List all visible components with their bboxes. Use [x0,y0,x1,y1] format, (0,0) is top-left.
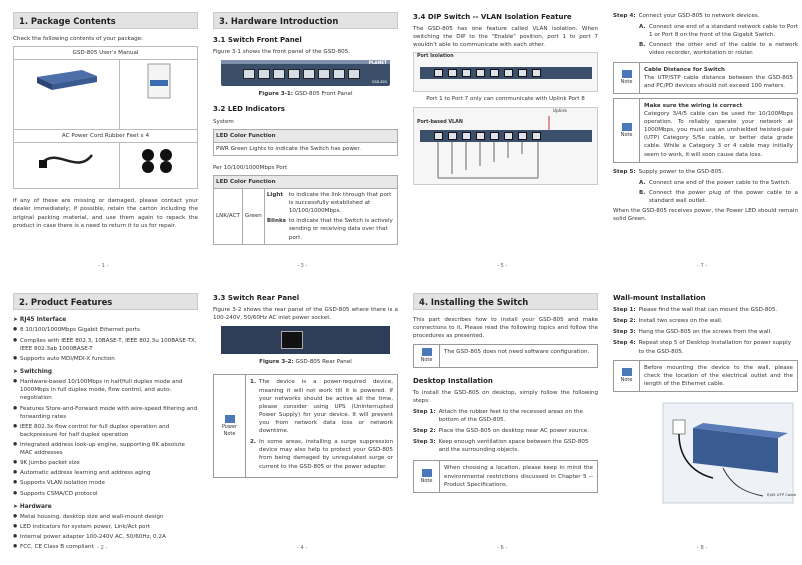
feature-item: ● Supports auto MDI/MDI-X function [13,355,198,363]
page-number-5: - 5 - [497,263,508,269]
wall-note-icon [621,367,633,377]
desk-step-1 [413,408,598,424]
product-features-header: 2. Product Features [13,293,198,310]
wiring-title: Make sure the wiring is correct [644,102,743,109]
rj45-heading: ➤ RJ45 Interface [13,317,67,323]
wall-step-1 [613,306,798,314]
feature-item: ● Features Store-and-Forward mode with wire-speed filtering and forwarding rates [13,405,198,421]
step-4-b-label: B. [639,42,646,49]
location-note [413,460,598,492]
feature-item: ● Supports CSMA/CD protocol [13,490,198,498]
power-led-text: When the GSD-805 receives power, the Power LED should remain solid Green. [613,208,798,223]
step-4-b-text: Connect the other end of the cable to a network video recorder, workstation or router. [649,42,798,57]
switching-heading-text: Switching [19,368,53,375]
front-port-7 [333,69,345,79]
step-4-text: Connect your GSD-805 to network devices. [638,13,760,19]
cable-distance-note [613,62,798,94]
feature-item: ● IEEE 802.3x flow control for full duplex operation and backpressure for half duplex operation [13,423,198,439]
package-contents-header: 1. Package Contents [13,12,198,29]
step-5-b-text: Connect the power plug of the power cable to a standard wall outlet. [649,189,798,204]
step-5-a-label: A. [639,179,646,186]
wall-mount-title: Wall-mount Installation [613,294,706,302]
light-row [267,191,395,215]
package-table [13,46,198,189]
power-note-icon-box [214,375,246,476]
front-panel-text: Figure 3-1 shows the front panel of the GSD-805. [213,49,351,56]
hardware-intro-header: 3. Hardware Introduction [213,12,398,29]
feature-item: ● Automatic address learning and address aging [13,469,198,477]
isolation-switch-image [420,67,592,79]
page-5 [413,12,598,188]
desk-step-2-label: Step 2: [413,428,436,435]
note-label: Note [620,79,633,86]
software-note-icon-box [414,345,440,366]
rubber-feet-image-cell [120,143,198,189]
item-power-cord-label: AC Power Cord Rubber Feet x 4 [14,130,198,143]
step-5-text: Supply power to the GSD-805. [638,168,724,175]
system-led-pwr-row: PWR Green Lights to indicate the Switch has power. [214,142,398,155]
rj45-heading-text: RJ45 Interface [19,317,67,323]
location-note-icon [421,468,433,478]
front-port-1 [243,69,255,79]
power-note-item-1-num: 1. [250,379,257,386]
wall-step-3 [613,328,798,336]
blink-row [267,217,395,241]
figure-3-2-caption [213,358,398,366]
wall-mount-note [613,360,798,392]
wall-step-2-label: Step 2: [613,318,636,325]
feature-item: ● 8 10/100/1000Mbps Gigabit Ethernet ports [13,326,198,334]
page-4 [213,293,398,482]
wall-note-label: Note [620,377,633,384]
desk-step-3-label: Step 3: [413,439,436,446]
dip-switch-text: The GSD-805 has one feature called VLAN isolation. When switching the DIP to the "Enable" position, port 1 to port 7 wouldn't able to communicate with each other. [413,26,598,49]
installing-intro: This part describes how to install your GSD-805 and make connections to it. Please read the following topics and follow the procedures as presented. [413,317,598,340]
page-number-1: - 1 - [98,263,109,269]
note-icon-box-2 [614,99,640,162]
port-led-table [213,175,398,245]
switch-illustration-icon [32,62,102,92]
page-8 [613,293,798,508]
brand-logo: PLANET [368,60,387,66]
wall-step-2-text: Install two screws on the wall. [638,318,723,325]
figure-3-2-text: GSD-805 Rear Panel [295,359,352,366]
switch-image-cell [14,60,120,130]
power-cord-image-cell [14,143,120,189]
iso-port-3 [462,69,471,77]
wall-step-3-label: Step 3: [613,329,636,336]
figure-3-1-label: Figure 3-1: [258,91,294,98]
wall-step-2 [613,317,798,325]
figure-3-1-text: GSD-805 Front Panel [294,91,353,98]
vlan-links-icon [414,108,594,186]
wall-step-4-text: Repeat step 5 of Desktop Installation for power supply to the GSD-805. [638,340,791,355]
desktop-install-title: Desktop Installation [413,376,493,385]
location-note-text: When choosing a location, please keep in mind the environmental restrictions discussed in Chapter 5 -- Product Specifications. [444,465,593,488]
page-1 [13,12,198,233]
feature-item: ● Complies with IEEE 802.3, 10BASE-T, IEEE 802.3u 100BASE-TX, IEEE 802.3ab 1000BASE-T [13,337,198,353]
page-6 [413,293,598,497]
installing-header: 4. Installing the Switch [413,293,598,310]
uplink-label: Uplink [552,108,567,114]
step-5-label: Step 5: [613,168,636,175]
power-note-item-2-num: 2. [250,439,257,446]
item-manual-label: GSD-805 User's Manual [14,47,198,60]
port-vlan-diagram [413,107,598,185]
power-note-body [246,375,397,476]
system-label: System [213,118,234,125]
step-5-b-label: B. [639,189,646,196]
power-note-label: Power Note [221,423,238,438]
iso-port-7 [518,69,527,77]
port-isolation-diagram [413,52,598,92]
rubber-feet-icon [134,145,184,175]
lnk-act-cell: LNK/ACT [214,189,243,245]
desk-step-2-text: Place the GSD-805 on desktop near AC power source. [438,428,590,435]
step-4-b [613,41,798,57]
feature-item: ● Hardware-based 10/100Mbps in half/full duplex mode and 1000Mbps in full duplex mode, flow control, and auto-negotiation [13,378,198,402]
desk-step-3 [413,438,598,454]
hardware-heading: ➤ Hardware [13,503,52,510]
feature-item: ● Metal housing, desktop size and wall-mount design [13,513,198,521]
wall-note-icon-box [614,361,640,391]
dip-switch-title: 3.4 DIP Switch -- VLAN Isolation Feature [413,13,572,21]
feature-item: ● 9K jumbo packet size [13,459,198,467]
iso-port-4 [476,69,485,77]
desk-step-1-label: Step 1: [413,408,436,415]
front-port-8 [348,69,360,79]
software-note-icon [421,347,433,357]
feature-item: ● LED indicators for system power, Link/Act port [13,523,198,531]
front-panel-title: 3.1 Switch Front Panel [213,36,302,44]
rear-panel-title: 3.3 Switch Rear Panel [213,294,300,302]
location-note-label: Note [420,478,433,485]
note-icon-box [614,63,640,93]
cable-distance-body [640,63,797,93]
wall-step-1-text: Please find the wall that can mount the GSD-805. [638,307,778,314]
port-based-vlan-label: Port-based VLAN [417,119,463,125]
wall-mount-illustration [613,398,798,508]
wall-note-text: Before mounting the device to the wall, please check the location of the electrical outlet and the length of the Ethernet cable. [644,364,793,387]
step-5-a [613,179,798,187]
package-missing-text: If any of these are missing or damaged, please contact your dealer immediately; if possible, retain the carton including the original packing material, and use them again to repack the product in case there is a need to return it to us for repair. [13,198,198,229]
wiring-text: Category 3/4/5 cable can be used for 10/100Mbps operation. To reliably operate your network at 1000Mbps, you must use an unshielded twisted-pair (UTP) Category 5/5e cable, or better data grade cable. While a Category 3 or 4 cable may initially seem to work, it will soon cause data loss. [644,110,793,158]
light-label: Light [266,192,284,199]
page-number-6: - 6 - [497,545,508,551]
wiring-note [613,98,798,163]
step-5-b [613,189,798,205]
green-cell: Green [242,189,264,245]
page-2 [13,293,198,553]
rear-panel-figure [221,326,390,354]
system-led-table [213,129,398,156]
manual-image-cell [120,60,198,130]
software-note [413,344,598,367]
step-4-row [613,12,798,20]
figure-3-1-caption [213,90,398,98]
front-panel-figure [221,60,390,86]
cable-distance-text: The UTP/STP cable distance between the GSD-805 and PC/PD devices should not exceed 100 meters. [644,74,793,89]
page-3 [213,12,398,245]
rj45-cable-label: RJ45 UTP Cable [767,492,797,498]
rear-panel-text: Figure 3-2 shows the rear panel of the GSD-805 where there is a 100-240V, 50/60Hz AC inlet power socket. [213,307,398,322]
wall-step-4-label: Step 4: [613,340,636,347]
feature-item: ● FCC, CE Class B compliant [13,543,198,551]
hardware-heading-text: Hardware [19,503,52,510]
manual-book-icon [144,62,174,102]
iso-port-6 [504,69,513,77]
feature-item: ● Integrated address look-up engine, supporting 8K absolute MAC addresses [13,441,198,457]
wall-step-3-text: Hang the GSD-805 on the screws from the wall. [638,329,772,336]
wall-step-4 [613,339,798,355]
step-4-label: Step 4: [613,13,636,19]
wall-step-1-label: Step 1: [613,307,636,314]
page-number-3: - 3 - [297,263,308,269]
power-note-icon [224,414,236,424]
step-4-a-text: Connect one end of a standard network cable to Port 1 or Port 8 on the front of the Gigabit Switch. [649,24,798,39]
iso-port-8 [532,69,541,77]
page-number-2: - 2 - [97,545,108,551]
front-panel-label-bar [221,60,390,64]
blink-label: Blinks [266,218,286,225]
package-intro: Check the following contents of your package: [13,36,144,42]
port-led-header: LED Color Function [214,175,398,188]
iso-port-1 [434,69,443,77]
power-note-item-2-text: In some areas, installing a surge suppression device may also help to protect your GSD-805 from being damaged by unregulated surge or current to the GSD-805 or the power adapter. [259,439,393,470]
page-7 [613,12,798,226]
per-port-label: Per 10/100/1000Mbps Port [213,164,288,171]
page-number-7: - 7 - [697,263,708,269]
model-label: GSD-805 [371,80,387,85]
blink-text: to indicate that the Switch is actively sending or receiving data over that port. [288,218,393,241]
desk-step-3-text: Keep enough ventilation space between the GSD-805 and the surrounding objects. [438,439,589,454]
lnk-description-cell [264,189,397,245]
step-4-a [613,23,798,39]
step-5-a-text: Connect one end of the power cable to the Switch. [649,179,792,186]
note-pencil-icon [621,69,633,79]
port-isolation-label: Port Isolation [417,54,454,60]
page-number-4: - 4 - [297,545,308,551]
software-note-text: The GSD-805 does not need software configuration. [444,349,590,356]
power-note-item-2 [250,438,393,470]
desk-step-2 [413,427,598,435]
power-note-item-1 [250,378,393,435]
front-port-4 [288,69,300,79]
front-port-5 [303,69,315,79]
light-text: to indicate the link through that port is successfully established at 10/100/1000Mbps. [288,192,392,215]
software-note-label: Note [420,357,433,364]
ac-inlet [281,331,303,349]
location-note-icon-box [414,461,440,491]
system-led-header: LED Color Function [214,129,398,142]
note-label-2: Note [620,131,633,138]
switching-heading: ➤ Switching [13,368,53,375]
desktop-install-text: To install the GSD-805 on desktop, simply follow the following steps: [413,389,598,404]
iso-port-5 [490,69,499,77]
power-note [213,374,398,477]
power-note-item-1-text: The device is a power-required device, meaning it will not work till it is powered. If your networks should be active all the time, please consider using UPS (Uninterrupted Power Supply) for your device. It will prevent you from network data loss or network downtime. [259,379,393,435]
feature-item: ● Internal power adapter 100-240V AC, 50/60Hz, 0.2A [13,533,198,541]
step-5-row [613,168,798,176]
led-indicators-title: 3.2 LED Indicators [213,105,285,114]
figure-3-2-label: Figure 3-2: [259,359,294,366]
isolation-caption: Port 1 to Port 7 only can communicate with Uplink Port 8 [426,96,585,103]
note-pencil-icon-2 [621,122,633,132]
page-number-8: - 8 - [697,545,708,551]
power-cord-icon [37,145,97,175]
front-port-3 [273,69,285,79]
front-port-6 [318,69,330,79]
iso-port-2 [448,69,457,77]
feature-item: ● Supports VLAN isolation mode [13,479,198,487]
front-port-2 [258,69,270,79]
wiring-body [640,99,797,162]
desk-step-1-text: Attach the rubber feet to the recessed areas on the bottom of the GSD-805. [438,408,583,424]
step-4-a-label: A. [639,24,646,31]
cable-distance-title: Cable Distance for Switch [644,66,725,73]
